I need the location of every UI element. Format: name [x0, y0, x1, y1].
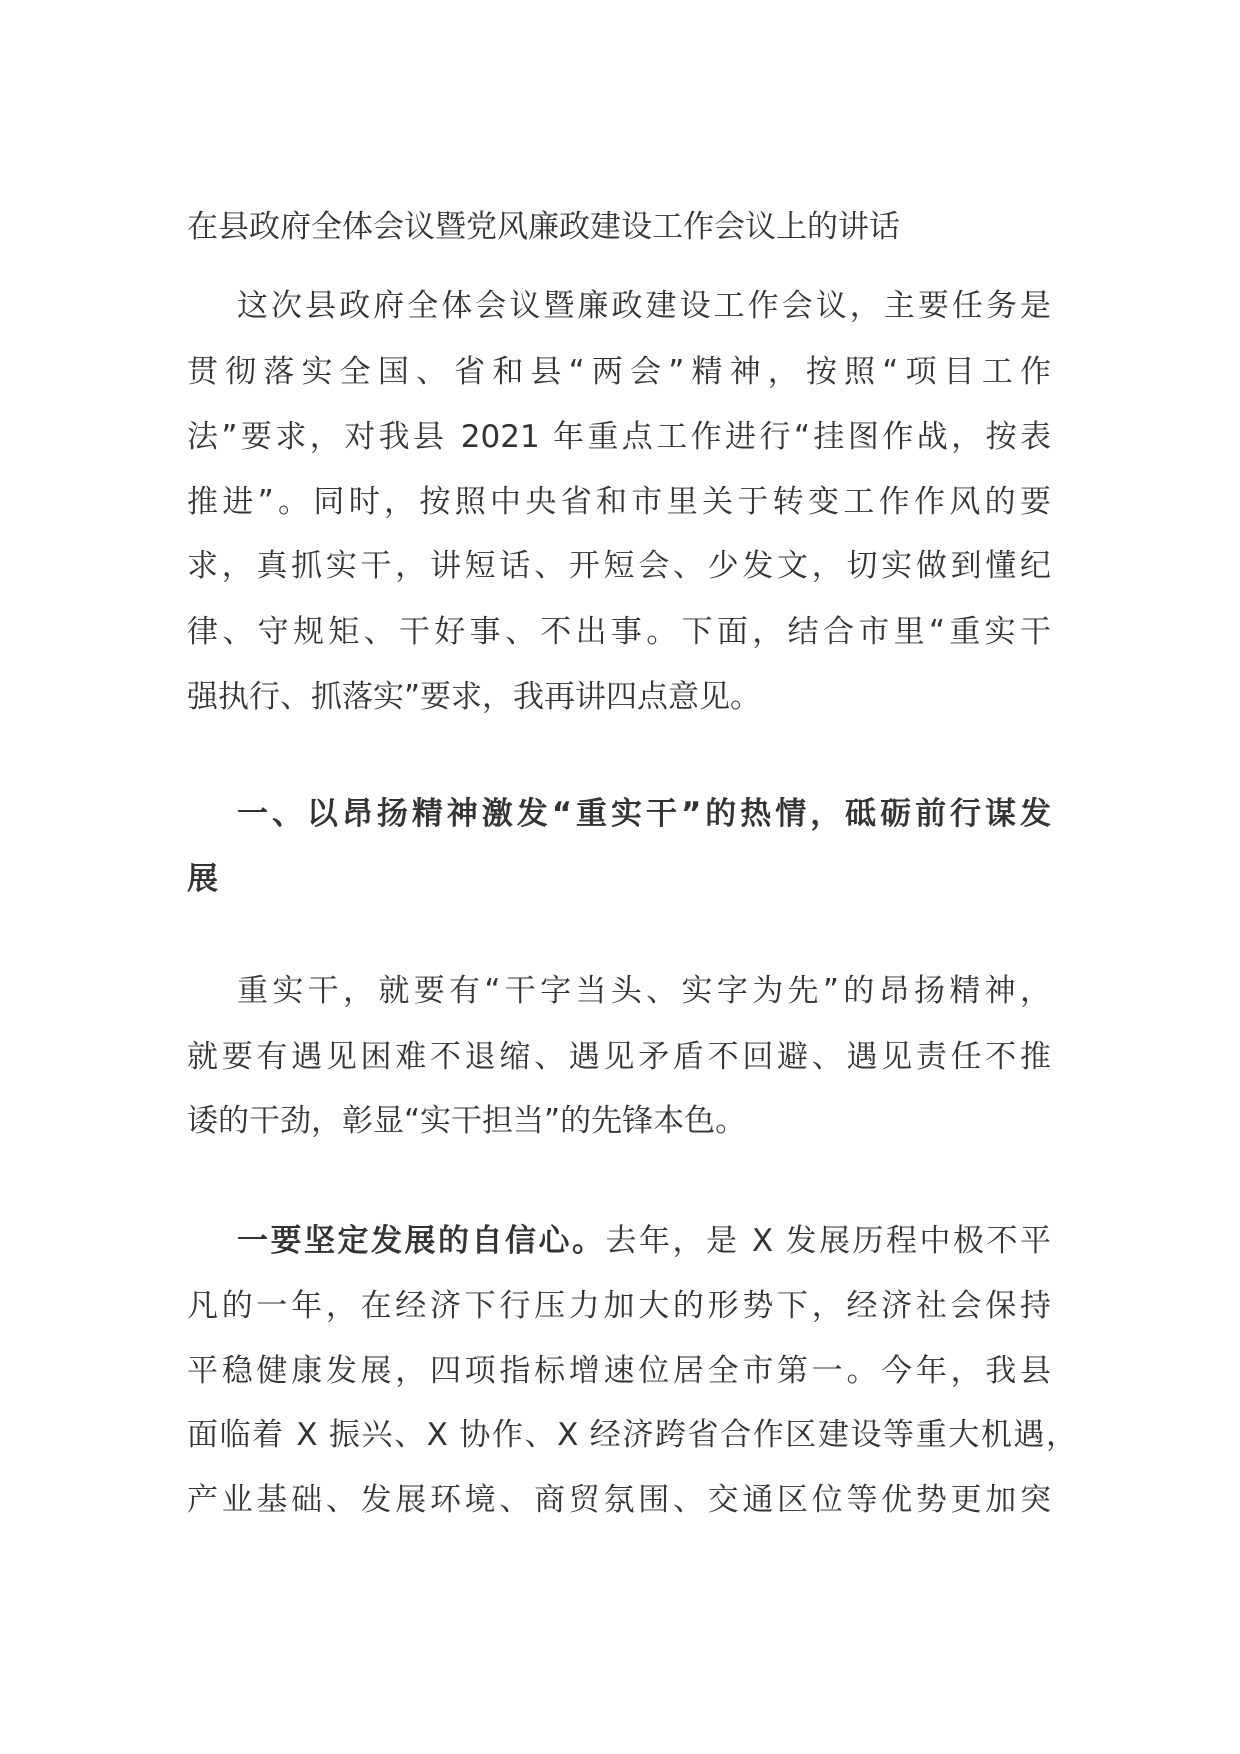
paragraph-2-line: 诿的干劲，彰显“实干担当”的先锋本色。 — [187, 1103, 747, 1139]
paragraph-1-line: 推进”。同时，按照中央省和市里关于转变工作作风的要 — [187, 484, 1051, 520]
paragraph-3-lead: 一要坚定发展的自信心。 — [237, 1223, 606, 1259]
paragraph-2-line: 就要有遇见困难不退缩、遇见矛盾不回避、遇见责任不推 — [187, 1039, 1051, 1075]
paragraph-3-line: 面临着 X 振兴、X 协作、X 经济跨省合作区建设等重大机遇， — [187, 1417, 1077, 1453]
paragraph-1-line: 贯彻落实全国、省和县“两会”精神，按照“项目工作 — [187, 354, 1051, 390]
paragraph-3-line: 凡的一年，在经济下行压力加大的形势下，经济社会保持 — [187, 1288, 1051, 1324]
paragraph-3-line: 平稳健康发展，四项指标增速位居全市第一。今年，我县 — [187, 1353, 1051, 1389]
paragraph-1-line: 法”要求，对我县 2021 年重点工作进行“挂图作战，按表 — [187, 419, 1051, 455]
paragraph-1-line: 这次县政府全体会议暨廉政建设工作会议，主要任务是 — [237, 288, 1051, 324]
paragraph-2-line: 重实干，就要有“干字当头、实字为先”的昂扬精神， — [237, 973, 1051, 1009]
paragraph-1-line: 求，真抓实干，讲短话、开短会、少发文，切实做到懂纪 — [187, 548, 1051, 584]
paragraph-1-line: 强执行、抓落实”要求，我再讲四点意见。 — [187, 679, 762, 715]
document-title: 在县政府全体会议暨党风廉政建设工作会议上的讲话 — [187, 209, 900, 245]
paragraph-3-line: 产业基础、发展环境、商贸氛围、交通区位等优势更加突 — [187, 1482, 1051, 1518]
paragraph-3-line — [187, 1221, 1051, 1261]
paragraph-3-text: 去年，是 X 发展历程中极不平 — [605, 1223, 1052, 1259]
section-heading-1: 展 — [187, 861, 218, 897]
paragraph-1-line: 律、守规矩、干好事、不出事。下面，结合市里“重实干 — [187, 614, 1051, 650]
section-heading-1: 一、以昂扬精神激发“重实干”的热情，砥砺前行谋发 — [237, 796, 1051, 832]
